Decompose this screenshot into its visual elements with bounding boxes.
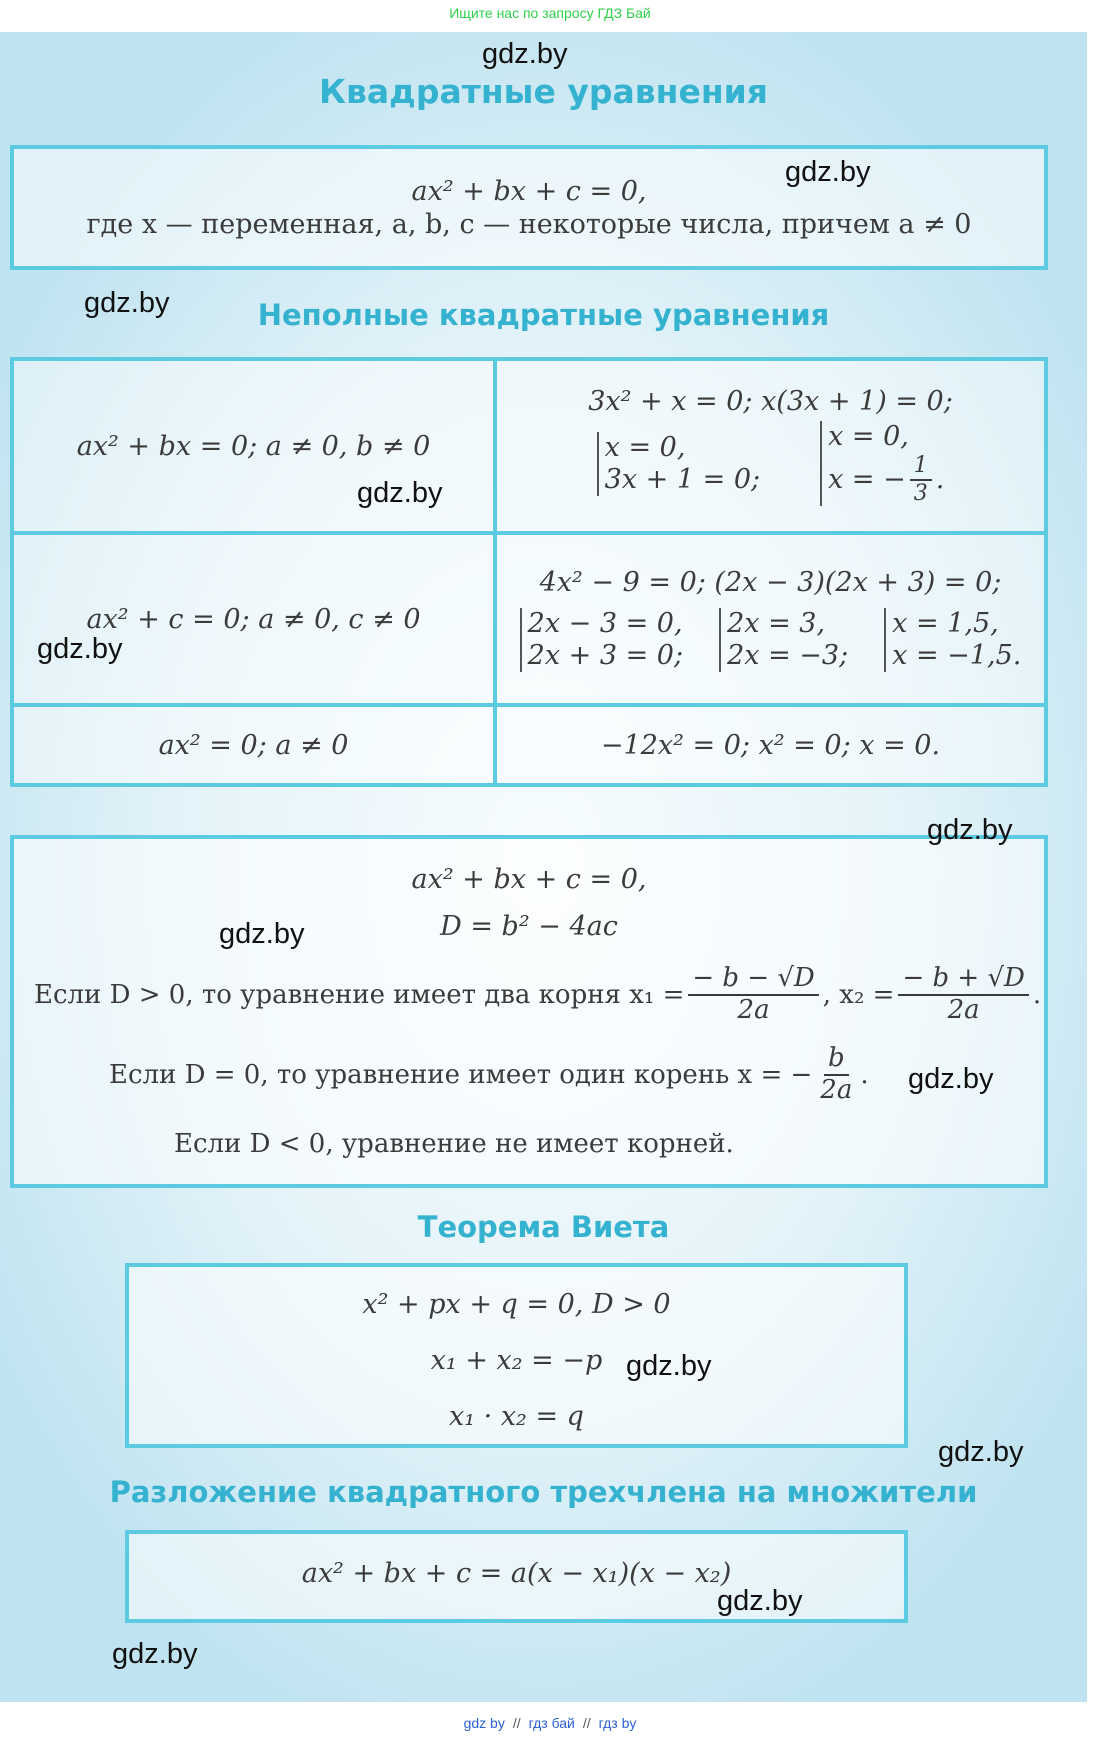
row2-system-3-line-2: x = −1,5. xyxy=(892,639,1022,671)
row2-system-3-line-1: x = 1,5, xyxy=(892,607,999,639)
incomplete-equations-table xyxy=(10,357,1048,787)
watermark: gdz.by xyxy=(626,1350,712,1382)
row2-left-cell xyxy=(14,535,497,707)
watermark: gdz.by xyxy=(717,1585,803,1617)
row1-right-top: 3x² + x = 0; x(3x + 1) = 0; xyxy=(588,386,953,418)
watermark: gdz.by xyxy=(908,1063,994,1095)
title-quadratic-equations: Квадратные уравнения xyxy=(319,72,768,111)
row1-system-1-line-1: x = 0, xyxy=(604,431,686,463)
watermark: gdz.by xyxy=(482,38,568,70)
single-root-denominator: 2a xyxy=(820,1074,853,1105)
case-negative: Если D < 0, уравнение не имеет корней. xyxy=(174,1129,734,1159)
row2-system-1 xyxy=(520,608,683,672)
watermark: gdz.by xyxy=(84,287,170,319)
root-x1-denominator: 2a xyxy=(737,994,770,1025)
footer-link-3[interactable]: гдз by xyxy=(598,1715,637,1731)
row1-right-cell xyxy=(497,361,1044,535)
search-hint: Ищите нас по запросу ГДЗ Бай xyxy=(449,5,651,21)
row3-left-formula: ax² = 0; a ≠ 0 xyxy=(158,729,349,761)
row1-system-1-line-2: 3x + 1 = 0; xyxy=(604,463,761,495)
watermark: gdz.by xyxy=(357,477,443,509)
vieta-box xyxy=(125,1263,908,1448)
fraction-one-third xyxy=(910,453,932,506)
general-description: где x — переменная, a, b, c — некоторые числа, причем a ≠ 0 xyxy=(86,209,972,240)
row3-right-formula: −12x² = 0; x² = 0; x = 0. xyxy=(600,729,941,761)
row2-right-top: 4x² − 9 = 0; (2x − 3)(2x + 3) = 0; xyxy=(539,566,1002,598)
row2-system-2-line-2: 2x = −3; xyxy=(727,639,849,671)
watermark: gdz.by xyxy=(112,1638,198,1670)
case-zero xyxy=(109,1044,869,1106)
watermark: gdz.by xyxy=(938,1436,1024,1468)
row1-system-1 xyxy=(597,432,760,496)
case-positive-text: Если D > 0, то уравнение имеет два корня x₁ = xyxy=(34,979,685,1010)
case-positive-mid: , x₂ = xyxy=(822,979,895,1010)
factorization-formula: ax² + bx + c = a(x − x₁)(x − x₂) xyxy=(301,1558,732,1589)
title-vieta-theorem: Теорема Виета xyxy=(417,1210,670,1244)
vieta-product: x₁ · x₂ = q xyxy=(449,1401,584,1432)
row1-system-2 xyxy=(820,421,944,506)
discriminant-equation: ax² + bx + c = 0, xyxy=(411,864,647,895)
vieta-equation: x² + px + q = 0, D > 0 xyxy=(362,1289,671,1320)
row3-left-cell xyxy=(14,707,497,783)
root-x2-fraction xyxy=(898,964,1028,1026)
case-positive-end: . xyxy=(1032,979,1042,1010)
row2-system-1-line-2: 2x + 3 = 0; xyxy=(527,639,684,671)
footer-link-1[interactable]: gdz by xyxy=(463,1715,505,1731)
root-x2-denominator: 2a xyxy=(947,994,980,1025)
row2-right-cell xyxy=(497,535,1044,707)
case-positive xyxy=(34,964,1041,1026)
discriminant-formula: D = b² − 4ac xyxy=(440,911,618,942)
watermark: gdz.by xyxy=(219,918,305,950)
row1-left-formula: ax² + bx = 0; a ≠ 0, b ≠ 0 xyxy=(76,430,431,462)
footer-links xyxy=(0,1715,1100,1731)
footer-separator: // xyxy=(512,1715,521,1731)
root-x2-numerator: − b + √D xyxy=(898,964,1028,996)
row1-system-2-lhs: x = − xyxy=(828,463,906,495)
watermark: gdz.by xyxy=(927,814,1013,846)
footer-link-2[interactable]: гдз бай xyxy=(528,1715,575,1731)
row2-system-3 xyxy=(884,608,1021,672)
single-root-numerator: b xyxy=(824,1044,849,1076)
footer-separator: // xyxy=(582,1715,591,1731)
fraction-numerator: 1 xyxy=(910,453,932,480)
row1-system-2-line-2: x = − $\frac{1}{3}$ . xyxy=(828,453,945,506)
general-equation-box xyxy=(10,145,1048,270)
row2-left-formula: ax² + c = 0; a ≠ 0, c ≠ 0 xyxy=(86,603,421,635)
row2-system-2-line-1: 2x = 3, xyxy=(727,607,826,639)
case-zero-text: Если D = 0, то уравнение имеет один корень x = − xyxy=(109,1059,813,1090)
discriminant-box xyxy=(10,835,1048,1188)
vieta-sum: x₁ + x₂ = −p xyxy=(430,1345,603,1376)
title-incomplete-equations: Неполные квадратные уравнения xyxy=(257,298,830,332)
watermark: gdz.by xyxy=(37,633,123,665)
root-x1-fraction xyxy=(688,964,818,1026)
watermark: gdz.by xyxy=(785,156,871,188)
row3-right-cell xyxy=(497,707,1044,783)
fraction-denominator: 3 xyxy=(913,480,928,506)
row2-system-1-line-1: 2x − 3 = 0, xyxy=(527,607,683,639)
title-factorization: Разложение квадратного трехчлена на множители xyxy=(109,1475,978,1509)
row1-system-2-line-1: x = 0, xyxy=(828,421,909,453)
row2-system-2 xyxy=(719,608,848,672)
single-root-fraction xyxy=(816,1044,856,1106)
general-equation: ax² + bx + c = 0, xyxy=(411,176,647,207)
case-zero-end: . xyxy=(860,1059,869,1090)
root-x1-numerator: − b − √D xyxy=(688,964,818,996)
